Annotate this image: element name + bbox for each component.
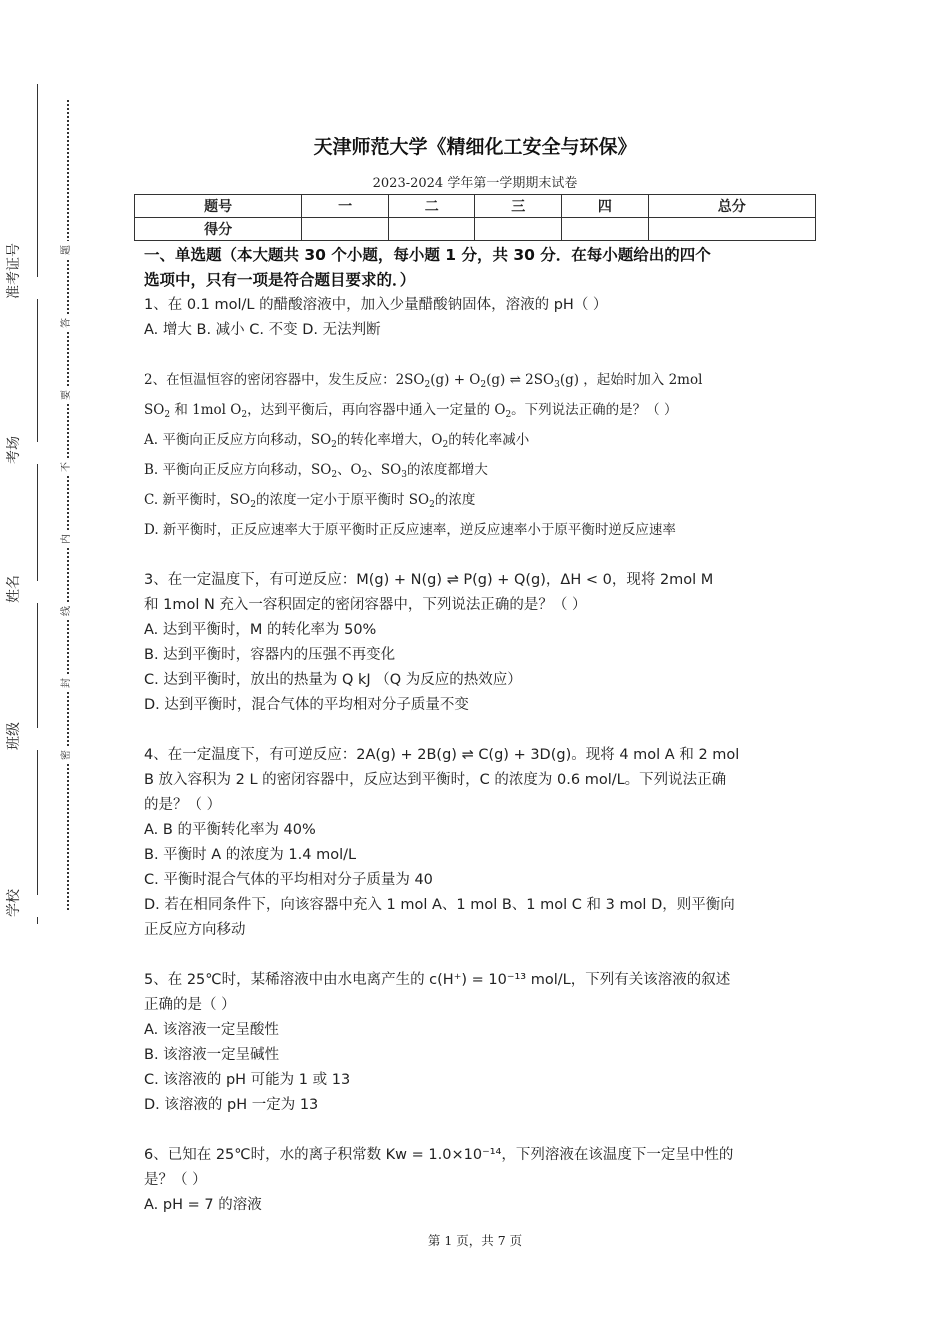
question-option: 正反应方向移动 bbox=[144, 922, 246, 938]
exam-content bbox=[144, 243, 812, 1218]
question-option: B. 达到平衡时，容器内的压强不再变化 bbox=[144, 647, 396, 663]
question-options: A. 增大 B. 减小 C. 不变 D. 无法判断 bbox=[144, 322, 381, 338]
seal-char: 答 bbox=[58, 314, 76, 332]
page-number: 第 1 页，共 7 页 bbox=[427, 1233, 523, 1248]
score-input-cell[interactable] bbox=[648, 218, 815, 241]
score-header-cell: 一 bbox=[302, 195, 389, 218]
question-option: C. 平衡时混合气体的平均相对分子质量为 40 bbox=[144, 872, 433, 888]
exam-number-label: 准考证号 bbox=[3, 277, 63, 299]
seal-char: 内 bbox=[58, 530, 76, 548]
seal-char: 密 bbox=[58, 746, 76, 764]
question-option: D. 该溶液的 pH 一定为 13 bbox=[144, 1097, 319, 1113]
question-stem: 的是？（ ） bbox=[144, 797, 222, 813]
binding-dotted-line bbox=[67, 100, 69, 910]
question-option: A. 平衡向正反应方向移动，$SO_2$的转化率增大，$O_2$的转化率减小 bbox=[144, 432, 530, 450]
question-stem: 1、在 0.1 mol/L 的醋酸溶液中，加入少量醋酸钠固体，溶液的 pH（ ） bbox=[144, 297, 608, 313]
seal-char: 要 bbox=[58, 386, 76, 404]
section-heading: 一、单选题（本大题共 30 个小题，每小题 1 分，共 30 分．在每小题给出的四个 bbox=[144, 246, 711, 264]
exam-title: 天津师范大学《精细化工安全与环保》 bbox=[313, 136, 637, 158]
question-option: D. 新平衡时，正反应速率大于原平衡时正反应速率，逆反应速率小于原平衡时逆反应速率 bbox=[144, 522, 676, 538]
exam-room-label: 考场 bbox=[3, 442, 63, 464]
score-header-cell: 三 bbox=[475, 195, 562, 218]
score-table-score-row bbox=[135, 218, 816, 241]
question-option: B. 平衡向正反应方向移动，$SO_2$、$O_2$、$SO_3$的浓度都增大 bbox=[144, 462, 488, 480]
section-heading: 选项中，只有一项是符合题目要求的．） bbox=[144, 271, 416, 289]
question-stem: 是？（ ） bbox=[144, 1172, 207, 1188]
seal-char: 线 bbox=[58, 602, 76, 620]
exam-subtitle: 2023-2024 学年第一学期期末试卷 bbox=[372, 176, 578, 191]
school-label: 学校 bbox=[3, 895, 63, 917]
seal-char: 题 bbox=[58, 241, 76, 259]
score-header-cell: 题号 bbox=[135, 195, 302, 218]
score-table bbox=[134, 194, 816, 241]
seal-char: 封 bbox=[58, 674, 76, 692]
question-stem: 5、在 25℃时，某稀溶液中由水电离产生的 c(H⁺) = 10⁻¹³ mol/L，下列有关该溶液的叙述 bbox=[144, 972, 731, 988]
question-option: D. 达到平衡时，混合气体的平均相对分子质量不变 bbox=[144, 697, 469, 713]
score-input-cell[interactable] bbox=[388, 218, 475, 241]
question-stem: 和 1mol N 充入一容积固定的密闭容器中，下列说法正确的是？（ ） bbox=[144, 597, 587, 613]
seal-char: 不 bbox=[58, 458, 76, 476]
score-header-cell: 总分 bbox=[648, 195, 815, 218]
question-stem: 6、已知在 25℃时，水的离子积常数 Kw = 1.0×10⁻¹⁴，下列溶液在该温度下一定呈中性的 bbox=[144, 1147, 734, 1163]
class-label: 班级 bbox=[3, 728, 63, 750]
score-input-cell[interactable] bbox=[562, 218, 649, 241]
question-option: C. 该溶液的 pH 可能为 1 或 13 bbox=[144, 1072, 351, 1088]
score-header-cell: 四 bbox=[562, 195, 649, 218]
question-option: A. 该溶液一定呈酸性 bbox=[144, 1022, 279, 1038]
question-option: A. pH = 7 的溶液 bbox=[144, 1197, 262, 1213]
score-input-cell[interactable] bbox=[302, 218, 389, 241]
question-option: A. 达到平衡时，M 的转化率为 50% bbox=[144, 622, 377, 638]
score-header-cell: 二 bbox=[388, 195, 475, 218]
score-row-label: 得分 bbox=[135, 218, 302, 241]
question-stem: 4、在一定温度下，有可逆反应：2A(g) + 2B(g) ⇌ C(g) + 3D(g)。现将 4 mol A 和 2 mol bbox=[144, 747, 740, 763]
question-stem: B 放入容积为 2 L 的密闭容器中，反应达到平衡时，C 的浓度为 0.6 mol/L。下列说法正确 bbox=[144, 772, 727, 788]
binding-solid-line bbox=[37, 84, 38, 924]
question-stem: 2、在恒温恒容的密闭容器中，发生反应：$2SO_2(g) + O_2(g)$ ⇌ $2SO_3(g)$ ，起始时加入 2mol bbox=[144, 372, 703, 390]
score-table-header-row bbox=[135, 195, 816, 218]
question-option: B. 平衡时 A 的浓度为 1.4 mol/L bbox=[144, 847, 357, 863]
question-option: C. 达到平衡时，放出的热量为 Q kJ （Q 为反应的热效应） bbox=[144, 672, 522, 688]
binding-margin bbox=[0, 0, 90, 1344]
score-input-cell[interactable] bbox=[475, 218, 562, 241]
question-option: C. 新平衡时，$SO_2$的浓度一定小于原平衡时 $SO_2$的浓度 bbox=[144, 492, 476, 510]
question-option: A. B 的平衡转化率为 40% bbox=[144, 822, 316, 838]
question-stem: 正确的是（ ） bbox=[144, 997, 236, 1013]
question-stem: $SO_2$ 和 1mol $O_2$，达到平衡后，再向容器中通入一定量的 $O_2$。下列说法正确的是？（ ） bbox=[144, 402, 678, 420]
student-name-label: 姓名 bbox=[3, 581, 63, 603]
question-stem: 3、在一定温度下，有可逆反应：M(g) + N(g) ⇌ P(g) + Q(g)，ΔH < 0，现将 2mol M bbox=[144, 572, 714, 588]
question-option: B. 该溶液一定呈碱性 bbox=[144, 1047, 280, 1063]
question-option: D. 若在相同条件下，向该容器中充入 1 mol A、1 mol B、1 mol C 和 3 mol D，则平衡向 bbox=[144, 897, 735, 913]
